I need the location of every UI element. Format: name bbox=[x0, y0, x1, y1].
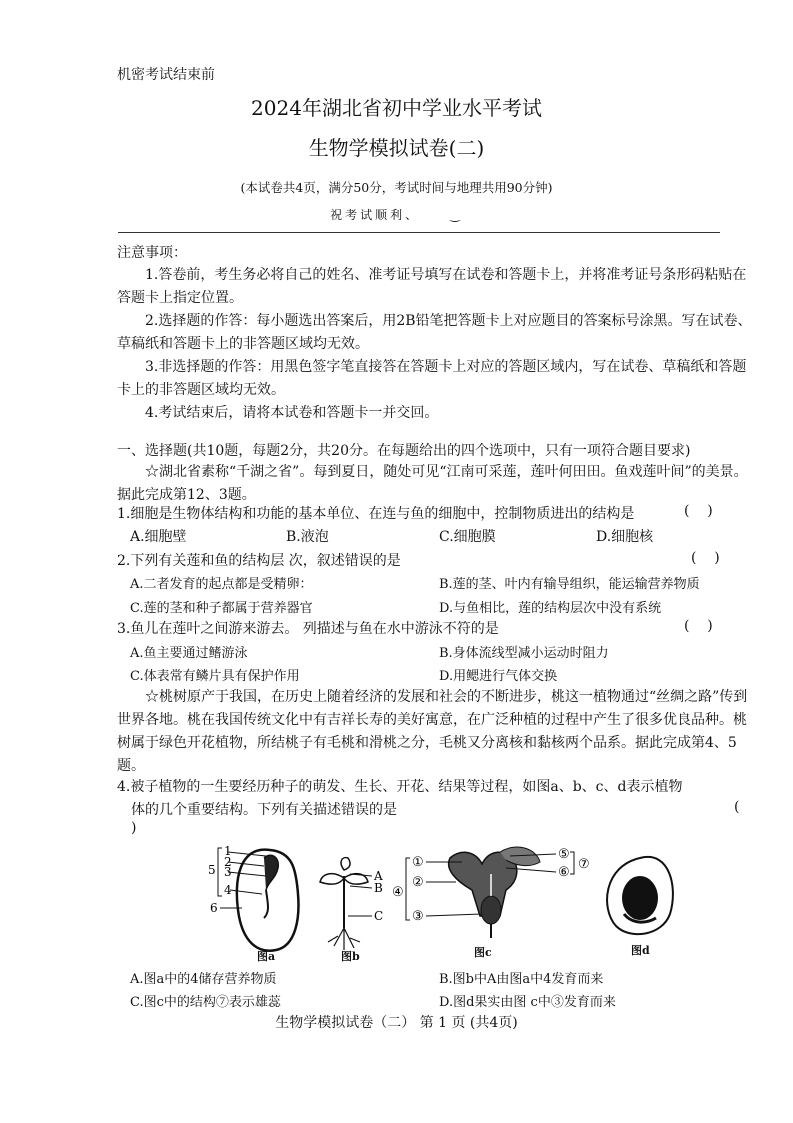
question-2-answer-blank: ( ) bbox=[691, 550, 720, 566]
exam-wish: 祝考试顺利、 ‿ bbox=[330, 208, 463, 222]
q1-option-d: D.细胞核 bbox=[596, 529, 654, 545]
q4-option-b: B.图b中A由图a中4发育而来 bbox=[439, 972, 604, 987]
figure-b-seedling-diagram bbox=[320, 858, 383, 950]
notes-heading: 注意事项： bbox=[117, 245, 187, 261]
note-item-2: 2.选择题的作答：每小题选出答案后，用2B铅笔把答题卡上对应题目的答案标号涂黑。写在试卷、草稿纸和答题卡上的非答题区域均无效。 bbox=[117, 313, 752, 352]
figure-c-label-5: ⑤ bbox=[558, 847, 570, 862]
figure-b-caption: 图b bbox=[341, 950, 360, 963]
figure-a-label-2: 2 bbox=[224, 855, 232, 869]
figure-c-caption: 图c bbox=[474, 946, 492, 959]
q4-option-d: D.图d果实由图 c中③发育而来 bbox=[439, 995, 616, 1010]
figure-c-label-6: ⑥ bbox=[558, 865, 570, 880]
question-4-answer-blank-close: ) bbox=[131, 820, 137, 836]
exam-subtitle: 生物学模拟试卷(二) bbox=[308, 136, 485, 160]
question-4-figures bbox=[200, 838, 680, 963]
exam-title: 2024年湖北省初中学业水平考试 bbox=[251, 96, 542, 120]
confidential-label: 机密考试结束前 bbox=[117, 67, 215, 83]
figure-a-label-5: 5 bbox=[208, 863, 216, 877]
context-intro-lotus: ☆湖北省素称“千湖之省”。每到夏日，随处可见“江南可采莲，莲叶何田田。鱼戏莲叶间”的美景。据此完成第12、3题。 bbox=[117, 464, 748, 503]
figure-d-fruit-diagram bbox=[607, 857, 673, 934]
q3-option-a: A.鱼主要通过鳍游泳 bbox=[130, 646, 248, 661]
question-1-answer-blank: ( ) bbox=[684, 503, 713, 519]
figure-a-label-6: 6 bbox=[210, 901, 218, 915]
note-item-4: 4.考试结束后，请将本试卷和答题卡一并交回。 bbox=[145, 405, 439, 421]
figure-a-seed-diagram bbox=[208, 844, 298, 951]
q2-option-c: C.莲的茎和种子都属于营养器官 bbox=[130, 601, 313, 616]
context-intro-peach: ☆桃树原产于我国，在历史上随着经济的发展和社会的不断进步，桃这一植物通过“丝绸之路”传到世界各地。桃在我国传统文化中有吉祥长寿的美好寓意，在广泛种植的过程中产生了很多优良品种。桃树属于绿色开花植物，所结桃子有毛桃和滑桃之分，毛桃又分离核和黏核两个品系。据此完成第4、5题。 bbox=[117, 689, 748, 774]
q4-option-a: A.图a中的4储存营养物质 bbox=[130, 972, 277, 987]
note-item-1: 1.答卷前，考生务必将自己的姓名、准考证号填写在试卷和答题卡上，并将准考证号条形码粘贴在答题卡上指定位置。 bbox=[117, 267, 747, 306]
q1-option-c: C.细胞膜 bbox=[439, 529, 496, 545]
question-4-stem-line1: 4.被子植物的一生要经历种子的萌发、生长、开花、结果等过程，如图a、b、c、d表示植物 bbox=[117, 779, 683, 795]
figure-a-label-4: 4 bbox=[224, 883, 232, 897]
q1-option-a: A.细胞壁 bbox=[130, 529, 187, 545]
question-3-answer-blank: ( ) bbox=[684, 618, 713, 634]
question-2-stem: 2.下列有关莲和鱼的结构层 次，叙述错误的是 bbox=[117, 553, 401, 569]
page-footer: 生物学模拟试卷（二） 第 1 页 (共4页) bbox=[275, 1015, 518, 1031]
exam-note: (本试卷共4页，满分50分，考试时间与地理共用90分钟) bbox=[240, 180, 553, 195]
divider bbox=[118, 232, 720, 233]
figure-a-label-3: 3 bbox=[224, 865, 232, 879]
q2-option-d: D.与鱼相比，莲的结构层次中没有系统 bbox=[439, 601, 662, 616]
figure-b-label-a: A bbox=[374, 869, 383, 883]
q3-option-d: D.用鳃进行气体交换 bbox=[439, 669, 558, 684]
question-4-stem-line2: 体的几个重要结构。下列有关描述错误的是 bbox=[131, 802, 397, 818]
figure-a-caption: 图a bbox=[257, 950, 276, 963]
q1-option-b: B.液泡 bbox=[286, 529, 329, 545]
figure-c-flower-diagram bbox=[392, 847, 590, 938]
q3-option-c: C.体表常有鳞片具有保护作用 bbox=[130, 669, 300, 684]
q2-option-a: A.二者发育的起点都是受精卵： bbox=[130, 577, 313, 592]
figure-c-label-2: ② bbox=[412, 875, 424, 890]
figure-c-label-4: ④ bbox=[392, 885, 404, 900]
figure-d-caption: 图d bbox=[631, 944, 650, 957]
q3-option-b: B.身体流线型减小运动时阻力 bbox=[439, 646, 609, 661]
question-3-stem: 3.鱼儿在莲叶之间游来游去。 列描述与鱼在水中游泳不符的是 bbox=[117, 621, 499, 637]
figure-c-label-3: ③ bbox=[412, 909, 424, 924]
section-heading: 一、选择题(共10题，每题2分，共20分。在每题给出的四个选项中，只有一项符合题目要求) bbox=[117, 443, 691, 459]
figure-b-label-c: C bbox=[374, 909, 384, 923]
q4-option-c: C.图c中的结构⑦表示雄蕊 bbox=[130, 995, 281, 1010]
note-item-3: 3.非选择题的作答：用黑色签字笔直接答在答题卡上对应的答题区域内，写在试卷、草稿纸和答题卡上的非答题区域均无效。 bbox=[117, 359, 747, 398]
q2-option-b: B.莲的茎、叶内有输导组织，能运输营养物质 bbox=[439, 577, 700, 592]
question-1-stem: 1.细胞是生物体结构和功能的基本单位、在连与鱼的细胞中，控制物质进出的结构是 bbox=[117, 506, 635, 522]
figure-b-label-b: B bbox=[374, 881, 383, 895]
figure-a-label-1: 1 bbox=[224, 844, 232, 858]
question-4-answer-blank-open: ( bbox=[734, 799, 740, 815]
figure-c-label-1: ① bbox=[412, 855, 424, 870]
figure-c-label-7: ⑦ bbox=[578, 857, 590, 872]
